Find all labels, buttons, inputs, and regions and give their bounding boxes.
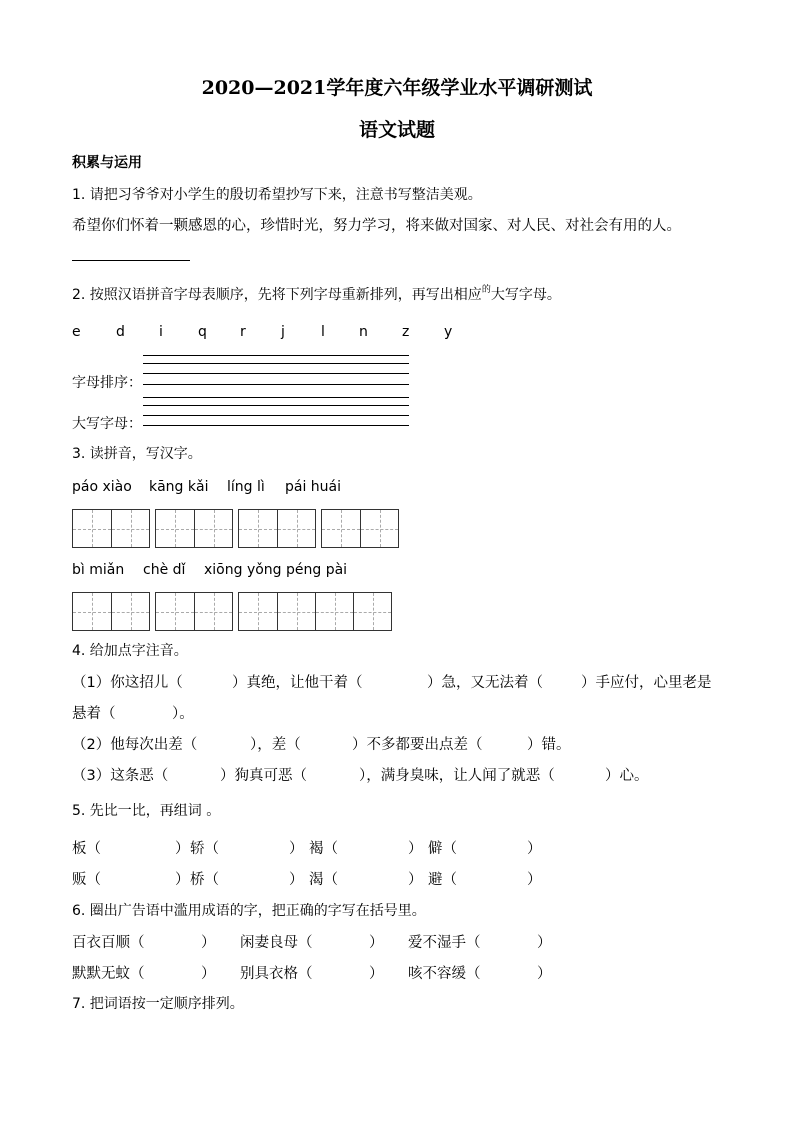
q5-close: ） (289, 841, 304, 857)
letter: q (198, 324, 207, 340)
letter: i (159, 324, 163, 340)
letter: d (116, 324, 125, 340)
q4-line3d: ）心。 (605, 768, 649, 784)
q5-item: 板（ (72, 841, 101, 857)
pinyin-label: kāng kǎi (149, 479, 209, 495)
q3-prompt: 3. 读拼音，写汉字。 (72, 446, 202, 462)
q4-line3b: ）狗真可恶（ (220, 768, 307, 784)
char-box-group[interactable] (155, 509, 233, 548)
char-box-group[interactable] (321, 509, 399, 548)
q4-line2c: ）不多都要出点差（ (352, 737, 483, 753)
q2-prompt-text-end: 大写字母。 (490, 287, 561, 303)
q5-close: ） (527, 841, 542, 857)
page-subtitle: 语文试题 (358, 119, 435, 141)
q4-line3a: （3）这条恶（ (72, 768, 169, 784)
q6-item: 爱不湿手（ (408, 935, 481, 951)
pinyin-label: páo xiào (72, 479, 132, 495)
pinyin-label: xiōng yǒng péng pài (204, 562, 348, 578)
q6-item: 百衣百顺（ (72, 935, 145, 951)
writing-line[interactable] (143, 363, 409, 364)
q5-item: 贩（ (72, 872, 101, 888)
char-box-group[interactable] (72, 592, 150, 631)
label-letter-order: 字母排序： (72, 375, 142, 391)
section-heading: 积累与运用 (72, 155, 142, 171)
q6-close: ） (369, 966, 384, 982)
q5-item: 避（ (428, 872, 457, 888)
writing-line[interactable] (143, 373, 409, 374)
q5-close: ） (527, 872, 542, 888)
q5-item: 褐（ (309, 841, 338, 857)
q6-close: ） (369, 935, 384, 951)
q1-text: 希望你们怀着一颗感恩的心，珍惜时光，努力学习，将来做对国家、对人民、对社会有用的人。 (72, 218, 681, 234)
page-title: 2020—2021学年度六年级学业水平调研测试 (201, 77, 593, 99)
label-uppercase: 大写字母： (72, 416, 142, 432)
q6-item: 别具衣格（ (240, 966, 313, 982)
q4-line2b: ），差（ (250, 737, 301, 753)
letter: y (444, 324, 453, 340)
letter: j (281, 324, 285, 340)
char-box-group[interactable] (238, 509, 316, 548)
writing-line[interactable] (143, 425, 409, 426)
char-box-group[interactable] (238, 592, 392, 631)
letter: e (72, 324, 81, 340)
q4-prompt: 4. 给加点字注音。 (72, 643, 188, 659)
pinyin-label: chè dǐ (143, 562, 186, 578)
q6-close: ） (201, 966, 216, 982)
q1-prompt: 1. 请把习爷爷对小学生的殷切希望抄写下来，注意书写整洁美观。 (72, 187, 482, 203)
q6-close: ） (537, 966, 552, 982)
q6-prompt: 6. 圈出广告语中滥用成语的字，把正确的字写在括号里。 (72, 903, 426, 919)
q5-close: ） (175, 872, 190, 888)
q5-close: ） (408, 872, 423, 888)
q4-line1b: ）真绝，让他干着（ (232, 675, 363, 691)
letter: n (359, 324, 368, 340)
writing-line[interactable] (143, 415, 409, 416)
q5-prompt: 5. 先比一比，再组词 。 (72, 803, 221, 819)
writing-line[interactable] (143, 397, 409, 398)
q4-line1e: 悬着（ (72, 706, 116, 722)
q5-item: 僻（ (428, 841, 457, 857)
q5-item: 渴（ (309, 872, 338, 888)
q2-prompt-sup: 的 (481, 285, 491, 295)
q4-line1f: ）。 (172, 706, 194, 722)
q5-close: ） (175, 841, 190, 857)
q6-close: ） (537, 935, 552, 951)
q6-item: 咳不容缓（ (408, 966, 481, 982)
q4-line2a: （2）他每次出差（ (72, 737, 198, 753)
q4-line1a: （1）你这招儿（ (72, 675, 183, 691)
q6-item: 默默无蚊（ (72, 966, 145, 982)
q4-line2d: ）错。 (527, 737, 571, 753)
pinyin-label: bì miǎn (72, 562, 125, 578)
writing-line[interactable] (143, 384, 409, 385)
pinyin-label: líng lì (227, 479, 265, 495)
char-box-group[interactable] (155, 592, 233, 631)
q6-item: 闲妻良母（ (240, 935, 313, 951)
q5-close: ） (289, 872, 304, 888)
q5-close: ） (408, 841, 423, 857)
writing-line[interactable] (143, 405, 409, 406)
q4-line1c: ）急，又无法着（ (427, 675, 543, 691)
q1-answer-line[interactable] (72, 260, 190, 261)
pinyin-label: pái huái (285, 479, 342, 495)
char-box-group[interactable] (72, 509, 150, 548)
q6-close: ） (201, 935, 216, 951)
letter: z (402, 324, 410, 340)
writing-line[interactable] (143, 355, 409, 356)
q7-prompt: 7. 把词语按一定顺序排列。 (72, 996, 244, 1012)
q2-prompt-text: 2. 按照汉语拼音字母表顺序，先将下列字母重新排列，再写出相应 (72, 287, 482, 303)
letter: r (240, 324, 246, 340)
q5-item: 桥（ (190, 872, 219, 888)
q5-item: 轿（ (190, 841, 219, 857)
q2-prompt (72, 284, 561, 304)
q4-line3c: ），满身臭味，让人闻了就恶（ (359, 768, 555, 784)
q4-line1d: ）手应付，心里老是 (581, 675, 712, 691)
letter: l (321, 324, 325, 340)
